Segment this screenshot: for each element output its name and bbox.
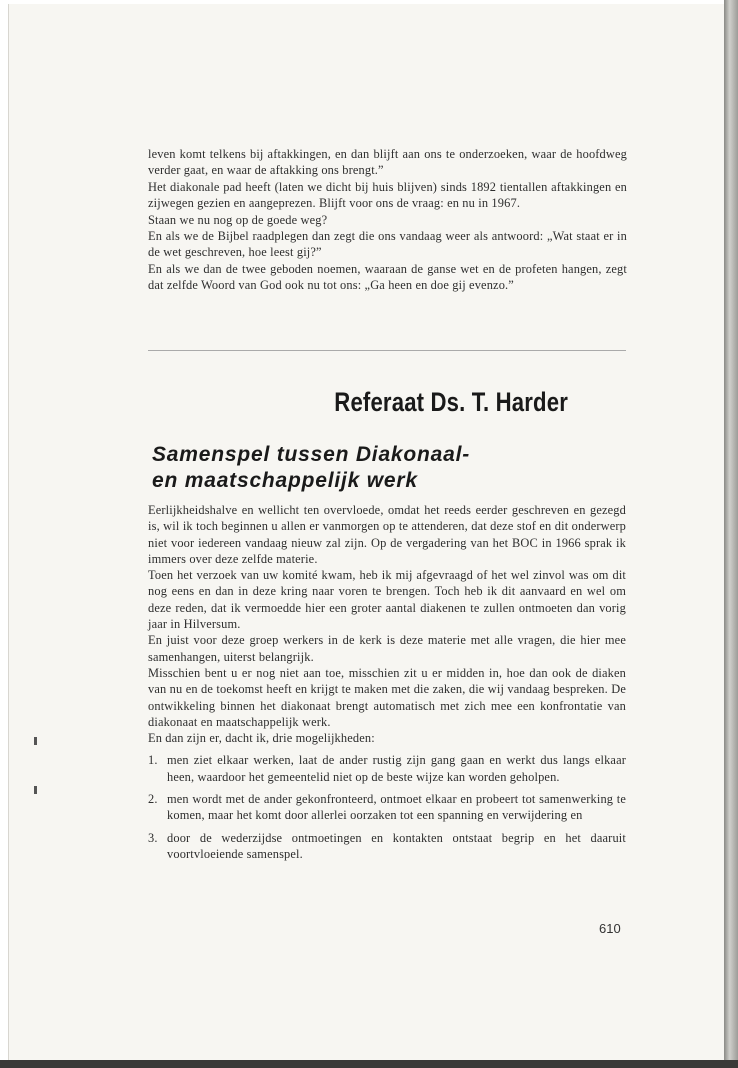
paragraph: En als we dan de twee geboden noemen, waaraan de ganse wet en de profeten hangen, zegt dat zelfde Woord van God ook nu tot ons: „Ga heen en doe gij evenzo.” — [148, 261, 627, 293]
list-text: men ziet elkaar werken, laat de ander rustig zijn gang gaan en werkt dus langs elkaar heen, waardoor het gemeentelid niet op de beste wijze kan worden geholpen. — [167, 753, 626, 784]
list-number: 3. — [148, 830, 158, 845]
page-number: 610 — [599, 921, 621, 936]
margin-mark — [34, 786, 37, 794]
paragraph: leven komt telkens bij aftakkingen, en dan blijft aan ons te onderzoeken, waar de hoofdweg verder gaat, en waar de aftakking ons brengt.” — [148, 147, 627, 178]
subtitle-line: en maatschappelijk werk — [152, 469, 418, 492]
paragraph: Toen het verzoek van uw komité kwam, heb ik mij afgevraagd of het wel zinvol was om dit nog eens en dan in deze kring naar voren te brengen. Toch heb ik dit aanvaard en wel om deze reden, dat ik vermoedde hier een groter aantal diakenen te zullen ontmoeten dan vorig jaar in Hilversum. — [148, 568, 626, 632]
article-subtitle — [152, 442, 612, 494]
list-item — [148, 791, 626, 824]
article-body — [148, 502, 626, 868]
numbered-list — [148, 752, 626, 862]
paragraph: Misschien bent u er nog niet aan toe, misschien zit u er midden in, hoe dan ook de diaken van nu en de toekomst heeft en krijgt te maken met die zaken, die wij vandaag bespreken. De ontwikkeling binnen het diakonaat brengt automatisch met zich mee een konfrontatie van diakonaat en maatschappelijk werk. — [148, 665, 626, 729]
paragraph: En juist voor deze groep werkers in de kerk is deze materie met alle vragen, die hier mee samenhangen, uiterst belangrijk. — [148, 633, 626, 664]
section-heading: Referaat Ds. T. Harder — [334, 387, 568, 417]
intro-text — [148, 146, 627, 294]
paragraph: En als we de Bijbel raadplegen dan zegt die ons vandaag weer als antwoord: „Wat staat er in de wet geschreven, hoe leest gij?” — [148, 229, 627, 260]
paragraph: Eerlijkheidshalve en wellicht ten overvloede, omdat het reeds eerder geschreven en gezegd is, wil ik toch beginnen u allen er vanmorgen op te attenderen, dat deze stof en dit onderwerp niet voor iedereen vandaag nieuw zal zijn. Op de vergadering van het BOC in 1966 sprak ik immers over deze zelfde materie. — [148, 503, 626, 566]
scan-bottom-edge — [0, 1060, 738, 1068]
subtitle-line: Samenspel tussen Diakonaal- — [152, 443, 471, 466]
page-edge — [724, 0, 738, 1068]
list-text: men wordt met de ander gekonfronteerd, ontmoet elkaar en probeert tot samenwerking te komen, maar het komt door allerlei oorzaken tot een spanning en verwijdering en — [167, 792, 626, 823]
list-number: 2. — [148, 792, 158, 807]
paragraph: Het diakonale pad heeft (laten we dicht bij huis blijven) sinds 1892 tientallen aftakkingen en zijwegen gezien en aangeprezen. Blijft voor ons de vraag: en nu in 1967. — [148, 179, 627, 211]
list-text: door de wederzijdse ontmoetingen en kontakten ontstaat begrip en het daaruit voortvloeiende samenspel. — [167, 830, 626, 861]
paragraph: Staan we nu nog op de goede weg? — [148, 212, 328, 227]
list-number: 1. — [148, 753, 158, 768]
list-item — [148, 752, 626, 785]
section-divider — [148, 350, 626, 351]
list-item — [148, 830, 626, 863]
margin-mark — [34, 737, 37, 745]
paragraph: En dan zijn er, dacht ik, drie mogelijkheden: — [148, 731, 375, 746]
